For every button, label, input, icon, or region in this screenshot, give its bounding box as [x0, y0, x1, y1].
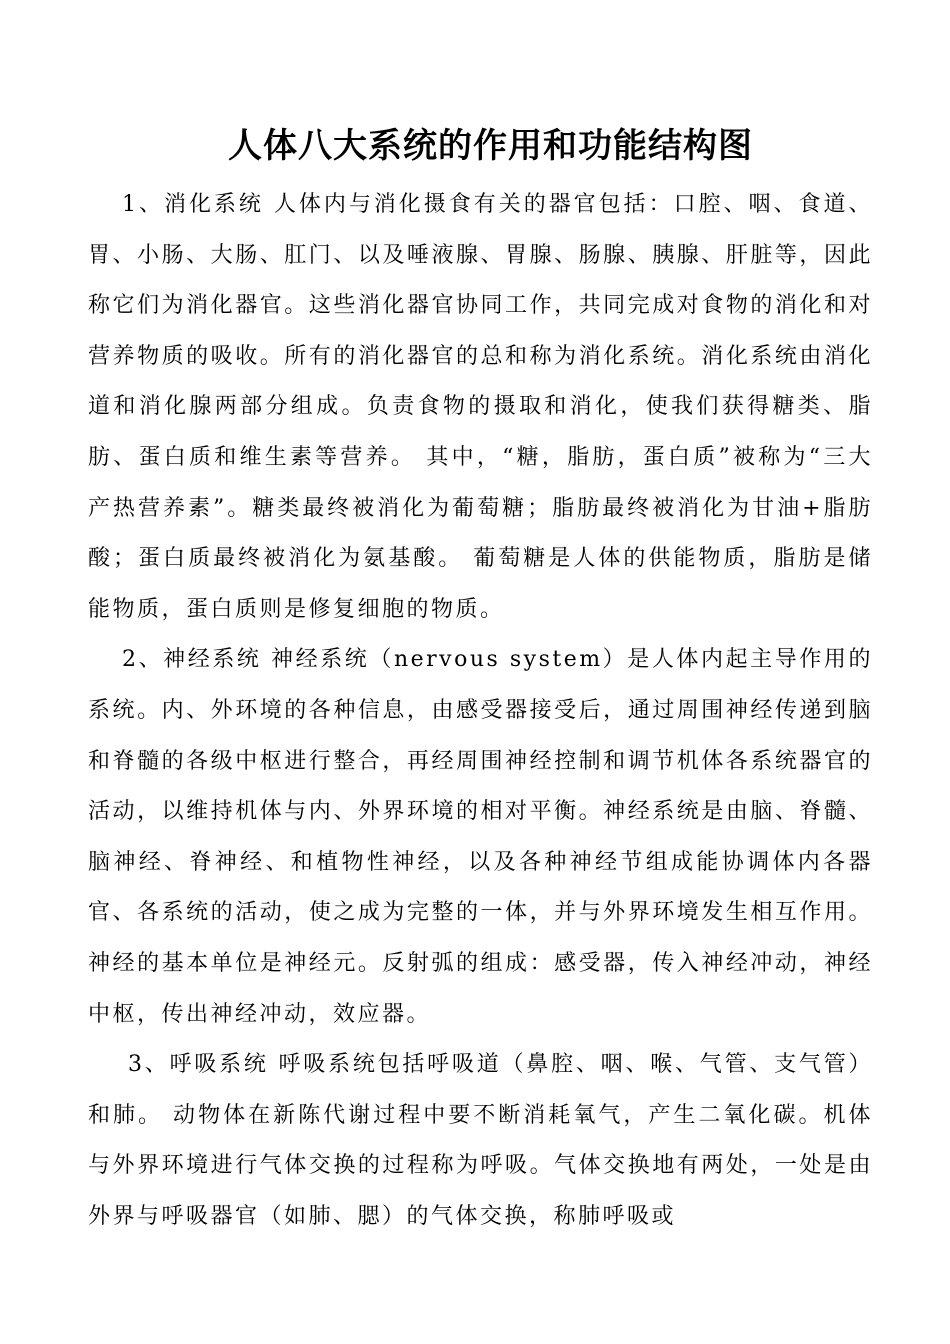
paragraph-respiratory-system: 3、呼吸系统 呼吸系统包括呼吸道（鼻腔、咽、喉、气管、支气管）和肺。 动物体在新陈代谢过程中要不断消耗氧气，产生二氧化碳。机体与外界环境进行气体交换的过程称为呼吸。气体交换地有两处，一处是由外界与呼吸器官（如肺、腮）的气体交换，称肺呼吸或 — [88, 1052, 873, 1229]
paragraph-nervous-system: 2、神经系统 神经系统（nervous system）是人体内起主导作用的系统。内、外环境的各种信息，由感受器接受后，通过周围神经传递到脑和脊髓的各级中枢进行整合，再经周围神经控制和调节机体各系统器官的活动，以维持机体与内、外界环境的相对平衡。神经系统是由脑、脊髓、脑神经、脊神经、和植物性神经，以及各种神经节组成能协调体内各器官、各系统的活动，使之成为完整的一体，并与外界环境发生相互作用。 神经的基本单位是神经元。反射弧的组成：感受器，传入神经冲动，神经中枢，传出神经冲动，效应器。 — [88, 647, 873, 1027]
document-page — [88, 122, 873, 1242]
document-title: 人体八大系统的作用和功能结构图 — [228, 126, 753, 166]
paragraph-digestive-system: 1、消化系统 人体内与消化摄食有关的器官包括：口腔、咽、食道、胃、小肠、大肠、肛门、以及唾液腺、胃腺、肠腺、胰腺、肝脏等，因此称它们为消化器官。这些消化器官协同工作，共同完成对食物的消化和对营养物质的吸收。所有的消化器官的总和称为消化系统。消化系统由消化道和消化腺两部分组成。负责食物的摄取和消化，使我们获得糖类、脂肪、蛋白质和维生素等营养。 其中，“糖，脂肪，蛋白质”被称为“三大产热营养素”。糖类最终被消化为葡萄糖；脂肪最终被消化为甘油+脂肪酸；蛋白质最终被消化为氨基酸。 葡萄糖是人体的供能物质，脂肪是储能物质，蛋白质则是修复细胞的物质。 — [88, 192, 873, 622]
